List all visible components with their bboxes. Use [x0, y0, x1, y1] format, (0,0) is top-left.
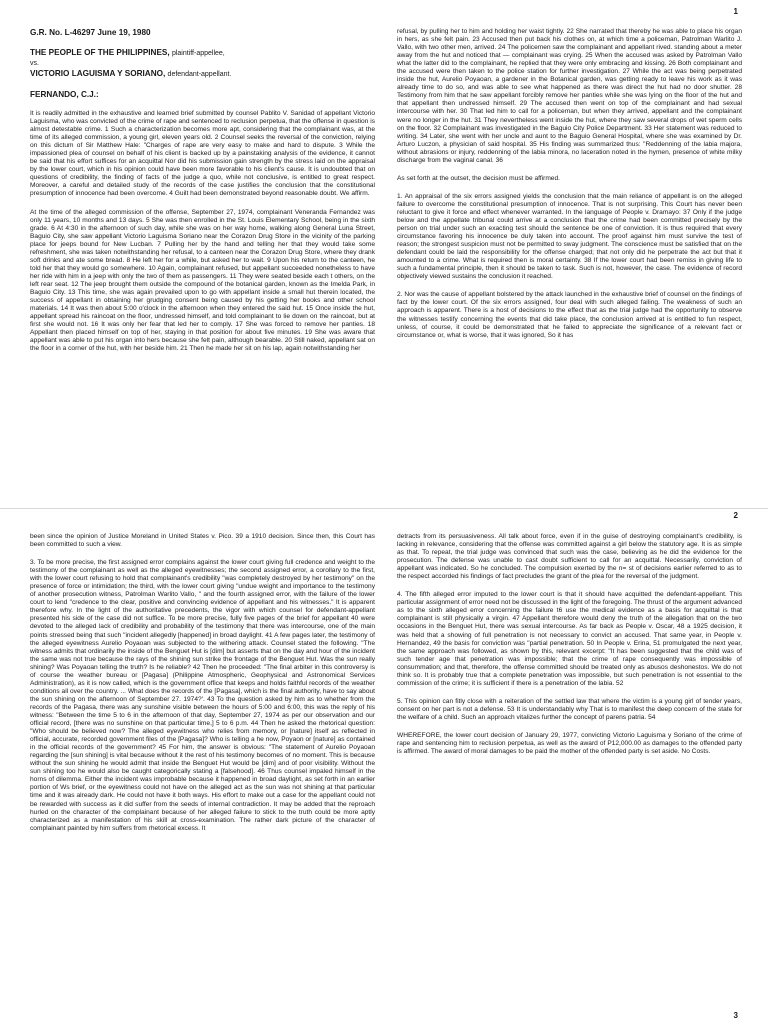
paragraph: WHEREFORE, the lower court decision of January 29, 1977, convicting Victorio Laguisma y Soriano of the crime of rape and sentencing him to reclusion perpetua, as well as the award of P12,000.00 as damages to the offended party is affirmed. The award of moral damages to be paid the mother of the offended party is set aside. No Costs.: [397, 731, 742, 756]
page-number-2: 2: [733, 511, 738, 520]
defendant-line: [30, 69, 375, 80]
paragraph: It is readily admitted in the exhaustive and learned brief submitted by counsel Pablito V. Sanidad of appellant Victorio Laguisma, who was convicted of the crime of rape and sentenced to reclusion perpetua, that the offense in question is almost detestable crime. 1 Such a characterization becomes more apt, considering that the complainant was, at the time of its alleged commission, a young girl, eleven years old. 2 Counsel seeks the reversal of the conviction, relying on this dictum of Sir Matthew Hale: "Charges of rape are very easy to make and hard to dispute. 3 While the impassioned plea of counsel on behalf of his client is backed up by a painstaking analysis of the evidence, it cannot be said that his effort suffices for an acquittal Nor did his submission gain strength by the stress laid on the appraisal by the lower court, which in his opinion could have been more favorable to his client's cause. It is undoubted that on questions of credibility, the finding of facts of the judge a quo, while not conclusive, is entitled to great respect. Moreover, a careful and detailed study of the records of the case justifies the conclusion that the constitutional presumption of innocence had been overcome. 4 Guilt had been demonstrated beyond reasonable doubt. We affirm.: [30, 110, 375, 198]
paragraph: 3. To be more precise, the first assigned error complains against the lower court giving full credence and weight to the testimony of the complainant as well as the alleged eyewitnesses; the second assigned error, a corollary to the first, with the lower court refusing to hold that complainant's credibility "was completely destroyed by her testimony" on the presence of force or intimidation; the third, with the lower court giving "undue weight and importance to the testimony of another prosecution witness, Patrolman Warlito Vallo, " and the fourth assigned error, with the failure of the lower court to lend "credence to the clear, positive and convincing evidence of appellant and his witnesses." It is apparent therefore why. In the light of the authoritative precedents, the vigor with which counsel for defendant-appellant presented his side of the case did not suffice. To be more precise, fully five pages of the brief for appellant 40 were devoted to the alleged lack of credibility and probability of the testimony that there was intercourse, one of the main points stressed being that such "incident allegedly [happened] in broad daylight. 41 A few pages later, the testimony of the alleged eyewitness Aurelio Poyaoan was subjected to the withering attack. Counsel stated the following. "The witness admits that ordinarily the inside of the Benguet Hut is [dim] but asserts that on the day and hour of the incident the same was not true because the rays of the shining sun strike the frontage of the Benguet Hut. Was the sun really shining? Was Poyaoan telling the truth? Is he reliable? 42 Then he proceeded: "The final arbiter in this controversy is of course the weather bureau or [Pagasa] (Philippine Atmospheric, Geophysical and Astronomical Services Administration), as it is now called, which is the government office that keeps and holds faithful records of the weather conditions all over the country. ... What does the records of the [Pagasa], which is the final authority, have to say about the sun shining on the afternoon of September 27. 1974?'. 43 To the question asked by him as to whether from the records of the Pagasa, there was any sunshine visible between the hours of 5:00 and 6:00, this was the reply of his witness: "Between the time 5 to 6 in the afternoon of that day, September 27, 1974 as per our observation and our official record, [there was no sunshine on that particular time,] 5 to 6 p.m. 44 Then he asked the rhetorical question: "Who should be believed now? The alleged eyewitness who relies from memory, or [nature] itself as reflected in official, accurate, recorded government files of the [Pagasa]? Who is telling a he now, Poyaon or [nature] as contained in the official records of the government? 45 For him, the answer is obvious: "The statement of Aurelio Poyaoan regarding the [sun shining] is vital because without it the rest of his testimony becomes of no moment. This is because without the sun shining he would admit that inside the Benguet Hut would be [dim] and of poor visibility. Without the sun shining too he would also be caught categorically stating a [falsehood]. 46 Thus counsel impaled himself in the horns of dilemma. Either the incident was improbable because it happened in broad daylight, as set forth in an earlier portion of Ws brief, or the eyewitness could not have on the alleged act as the sun was not shining at that particular time and it was already dark. He could not have it both ways. His effort to make out a case for the appellant could not be rewarded with success as it did suffer from the seeds of internal contradiction. It may be added that the reproach hurled on the character of the complainant because of her alleged failure to stick to the truth could be more aptly characterized as a manifestation of his skill at cross-examination. The rather dark picture of the character of complainant painted by him suffers from rhetorical excess. It: [30, 559, 375, 832]
page2-left-column: [30, 533, 375, 983]
justice-label: FERNANDO, C.J.:: [30, 90, 99, 99]
paragraph: 5. This opinion can fitly close with a reiteration of the settled law that where the victim is a young girl of tender years, consent on her part is not a defense. 53 It is understandably why That is to manifest the deep concern of the state for the welfare of a child. Such an approach vitalizes further the concept of parens patria. 54: [397, 697, 742, 721]
page-number-3: 3: [733, 1011, 738, 1020]
case-header: [30, 28, 375, 100]
paragraph: detracts from its persuasiveness. All talk about force, even if in the guise of destroying complainant's credibility, is lacking in relevance, considering that the offense was committed against a girl below the statutory age. It is as simple as that. To repeat, the trial judge was convinced that such was the case, believing as he did the evidence for the prosecution. The defense was unable to cast doubt sufficient to call for an acquittal. Necessarily, conviction of appellant was indicated. So he concluded. The compulsion exerted by the n= st of decisions earlier referred to as to the respect accorded his findings of fact precludes the grant of the plea for the reversal of the judgment.: [397, 533, 742, 581]
paragraph: been since the opinion of Justice Moreland in United States v. Pico. 39 a 1910 decision. Since then, this Court has been committed to such a view.: [30, 533, 375, 549]
page-number-1: 1: [733, 7, 738, 16]
page1-right-column: [397, 28, 742, 506]
plaintiff-role: plaintiff-appellee,: [171, 50, 225, 57]
paragraph: 1. An appraisal of the six errors assigned yields the conclusion that the main reliance of appellant is on the alleged failure to overcome the constitutional presumption of innocence. That is not surprising. This Court has never been reluctant to give it force and effect whenever warranted. In the language of People v. Dramayo: 37 Only if the judge below and the appellate tribunal could arrive at a conclusion that the crime had been committed precisely by the person on trial under such an exacting test should the sentence be one of conviction. It is thus required that every circumstance favoring his innocence be duly taken into account. The proof against him must survive the test of reason; the strongest suspicion must not be permitted to sway judgment. The conscience must be satisfied that on the defendant could be laid the responsibility for the offense charged; that not only did he perpetrate the act but that it amounted to a crime. What is required then is moral certainty. 38 If the lower court had been remiss in giving life to such a fundamental principle, then it should be taken to task. Such is not, however, the case. The evidence of record objectively viewed sustains the conclusion it reached.: [397, 192, 742, 281]
paragraph: 4. The fifth alleged error imputed to the lower court is that it should have acquitted the defendant-appellant. This particular assignment of error need not be discussed in the light of the foregoing. The thrust of the argument advanced as to the sixth alleged error concerning the failure t6 use the medical evidence as a basis for acquittal is that complainant is still physically a virgin. 47 Appellant therefore would deny the truth of the allegation that on the two occasions in the Benguet Hut, there was sexual intercourse. As far back as People v. Oscar, 48 a 1925 decision, it was held that a showing of full penetration is not necessary to convict an accused. That same year, in People v. Hernandez, 49 the basis for conviction was "partial penetration. 50 In People v. Erina, 51 promulgated the next year, the same approach was followed, as shown by this, relevant excerpt: "It has been suggested that the child was of such tender age that penetration was impossible; that the crime of rape consequently was impossible of consummation; and that, therefore, the offense committed should be treated only as abusos deshonestos. We do not think so. It is probably true that a complete penetration was impossible, but such penetration is not essential to the commission of the crime; it is sufficient if there is a penetration of the labia. 52: [397, 591, 742, 687]
paragraph: As set forth at the outset, the decision must be affirmed.: [397, 174, 560, 182]
page2-right-column: [397, 533, 742, 983]
paragraph: 2. Nor was the cause of appellant bolstered by the attack launched in the exhaustive brief of counsel on the findings of fact by the lower court. Of the six errors assigned, four deal with such alleged failing. The weakness of such an approach is apparent. There is a host of decisions to the effect that as the trial judge had the opportunity to observe the witnesses testify concerning the events that did take place, the conclusion arrived at is entitled to fun respect, unless, of course, it could be demonstrated that he failed to appreciate the significance of a relevant fact or circumstance or, what is worse, that it was ignored, So it has: [397, 291, 742, 339]
document-page-1: [0, 0, 768, 508]
defendant-role: defendant-appellant.: [167, 71, 232, 78]
plaintiff-name: THE PEOPLE OF THE PHILIPPINES,: [30, 48, 170, 57]
paragraph: At the time of the alleged commission of the offense, September 27, 1974, complainant Veneranda Fernandez was only 11 years, 10 months and 13 days. 5 She was then enrolled in the St. Louis Elementary School, being in the sixth grade. 6 At 4:30 in the afternoon of such day, while she was on her way home, walking along General Luna Street, Baguio City, she saw appellant Victorio Laguisma Soriano near the Corazon Drug Store in the vicinity of the parking place for jeeps bound for New Lucban. 7 Pulling her by the hand and telling her that they would take some refreshment, she was taken notwithstanding her refusal, to a canteen near the Corazon Drug Store, where they drank soft drinks and ate some bread. 8 He left her for a while, but asked her to wait. 9 Upon his return to the canteen, he told her that they would go somewhere. 10 Again, complainant refused, but appellant succeeded nonetheless to have her ride with him in a jeep with only the two of them as passengers. 11 They were seated beside each t others, on the left rear seat. 12 The jeep brought them outside the compound of the botanical garden, known as the Imelda Park, in Baguio City. 13 This time, she was again prevailed upon to go with appellant inside a small hut therein located, the success of appellant in obtaining her grudging consent being caused by his getting her books and other school materials. 14 It was then about 5:00 o'clock in the afternoon when they entered the said hut. 15 Once inside the hut, appellant spread his raincoat on the floor, undressed himself, and told complainant to lie down on the raincoat, but at first she would not. 16 It was only her fear that led her to comply. 17 She was forced to remove her panties. 18 Appellant then placed himself on top of her, staying in that position for about five minutes. 19 She was aware that appellant was able to put his organ into hers because she felt pain, although bearable. 20 Still naked, appellant sat on the floor in a corner of the hut, with her beside him. 21 Then he made her sit on his lap, again notwithstanding her: [30, 208, 375, 353]
plaintiff-line: [30, 48, 375, 59]
gr-number: G.R. No. L-46297 June 19, 1980: [30, 28, 151, 37]
versus-label: vs.: [30, 60, 39, 67]
paragraph: refusal, by pulling her to him and holding her waist tightly. 22 She narrated that thereby he was able to place his organ in hers, as she felt pain. 23 Accused then put back his clothes on, at which time a policeman, Patrolman Warlito J. Vallo, with two other men, arrived. 24 The policemen saw the complainant and appellant rived. standing about a meter away from the hut and noticed that — complainant was crying. 25 When the accused was asked by Patrolman Vallo what the latter did to the complainant, he replied that they were only embracing and kissing. 26 Both complainant and the accused were then taken to the police station for further investigation. 27 While the act was being perpetrated inside the hut, Aurelio Poyaoan, a gardener in the Botanical garden, was getting ready to leave his work as it was already time to do so, and was able to see what happened as there was direct the hut had no door shutter. 28 Testimony from him that he saw appellant forcibly remove her panties while she was lying on the floor of the hut and that appellant then undressed himself. 29 The accused then went on top of the complainant and had sexual intercourse with her. 30 That led him to call for a policeman, but when they arrived, appellant and the complainant were no longer in the hut. 31 They nevertheless went inside the hut, where they saw several drops of wet sperm cells on the floor. 32 Complainant was investigated in the Baguio City Police Department. 33 Her statement was reduced to writing. 34 Later, she went with her uncle and aunt to the Baguio General Hospital, where she was examined by Dr. Arturo Luczon, a physician of said hospital. 35 His finding was summarized thus: "Reddenning of the labia majora, without abrasions or injury, reddenning of the labia minora, no laceration noted in the hymen, presence of white milky discharge from the vaginal canal. 36: [397, 28, 742, 164]
defendant-name: VICTORIO LAGUISMA Y SORIANO,: [30, 69, 166, 78]
document-page-2: [0, 509, 768, 1024]
page1-left-column: [30, 28, 375, 506]
